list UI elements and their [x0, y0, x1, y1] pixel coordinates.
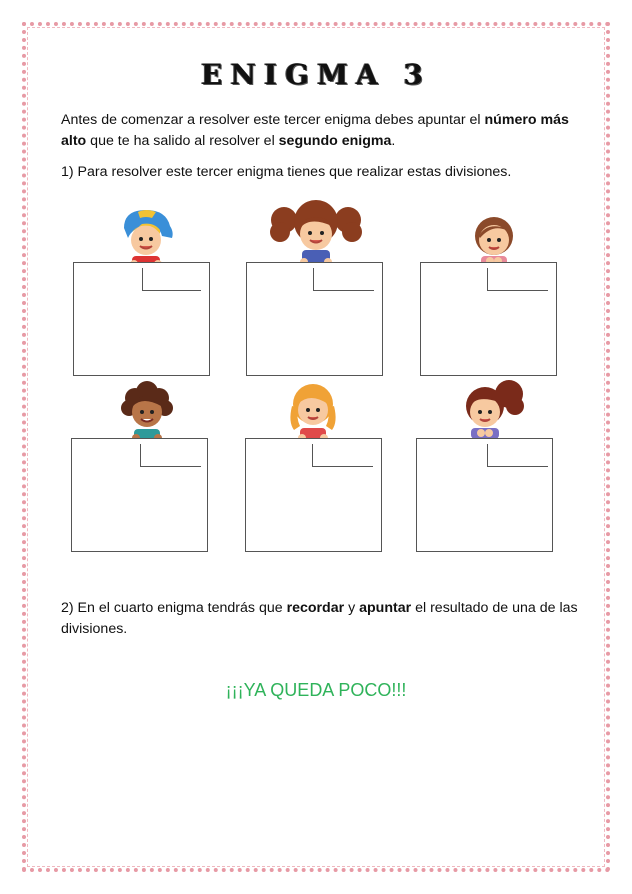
intro-text-1: Antes de comenzar a resolver este tercer enigma debes apuntar el	[61, 112, 485, 128]
division-bracket	[313, 268, 374, 291]
step2-text-3: el resultado de una de las divisiones.	[61, 600, 578, 637]
division-bracket	[312, 444, 373, 467]
intro-bold-2: segundo enigma	[278, 133, 392, 149]
step2-text-1: 2) En el cuarto enigma tendrás que	[61, 600, 287, 616]
step2-bold-2: apuntar	[359, 600, 412, 616]
intro-text-2: que te ha salido al resolver el	[86, 133, 279, 149]
page-title: ENIGMA 3	[201, 58, 431, 91]
division-bracket	[487, 268, 548, 291]
girl-ponytail-icon	[455, 376, 527, 442]
intro-paragraph	[61, 110, 581, 152]
boy-blue-cap-icon	[116, 206, 176, 268]
division-bracket	[487, 444, 548, 467]
boy-curly-hair-icon	[115, 378, 179, 442]
intro-bold-1: número más alto	[61, 112, 569, 149]
division-bracket	[140, 444, 201, 467]
division-bracket	[142, 268, 201, 291]
boy-brown-hair-icon	[466, 206, 522, 268]
girl-orange-pigtails-icon	[282, 376, 344, 442]
step-1-instruction: 1) Para resolver este tercer enigma tienes que realizar estas divisiones.	[61, 164, 512, 180]
step-2-instruction	[61, 598, 581, 640]
step2-text-2: y	[344, 600, 360, 616]
intro-text-3: .	[391, 133, 396, 149]
girl-curly-pigtails-icon	[270, 196, 362, 268]
closing-message: ¡¡¡YA QUEDA POCO!!!	[225, 680, 407, 700]
step2-bold-1: recordar	[286, 600, 345, 616]
